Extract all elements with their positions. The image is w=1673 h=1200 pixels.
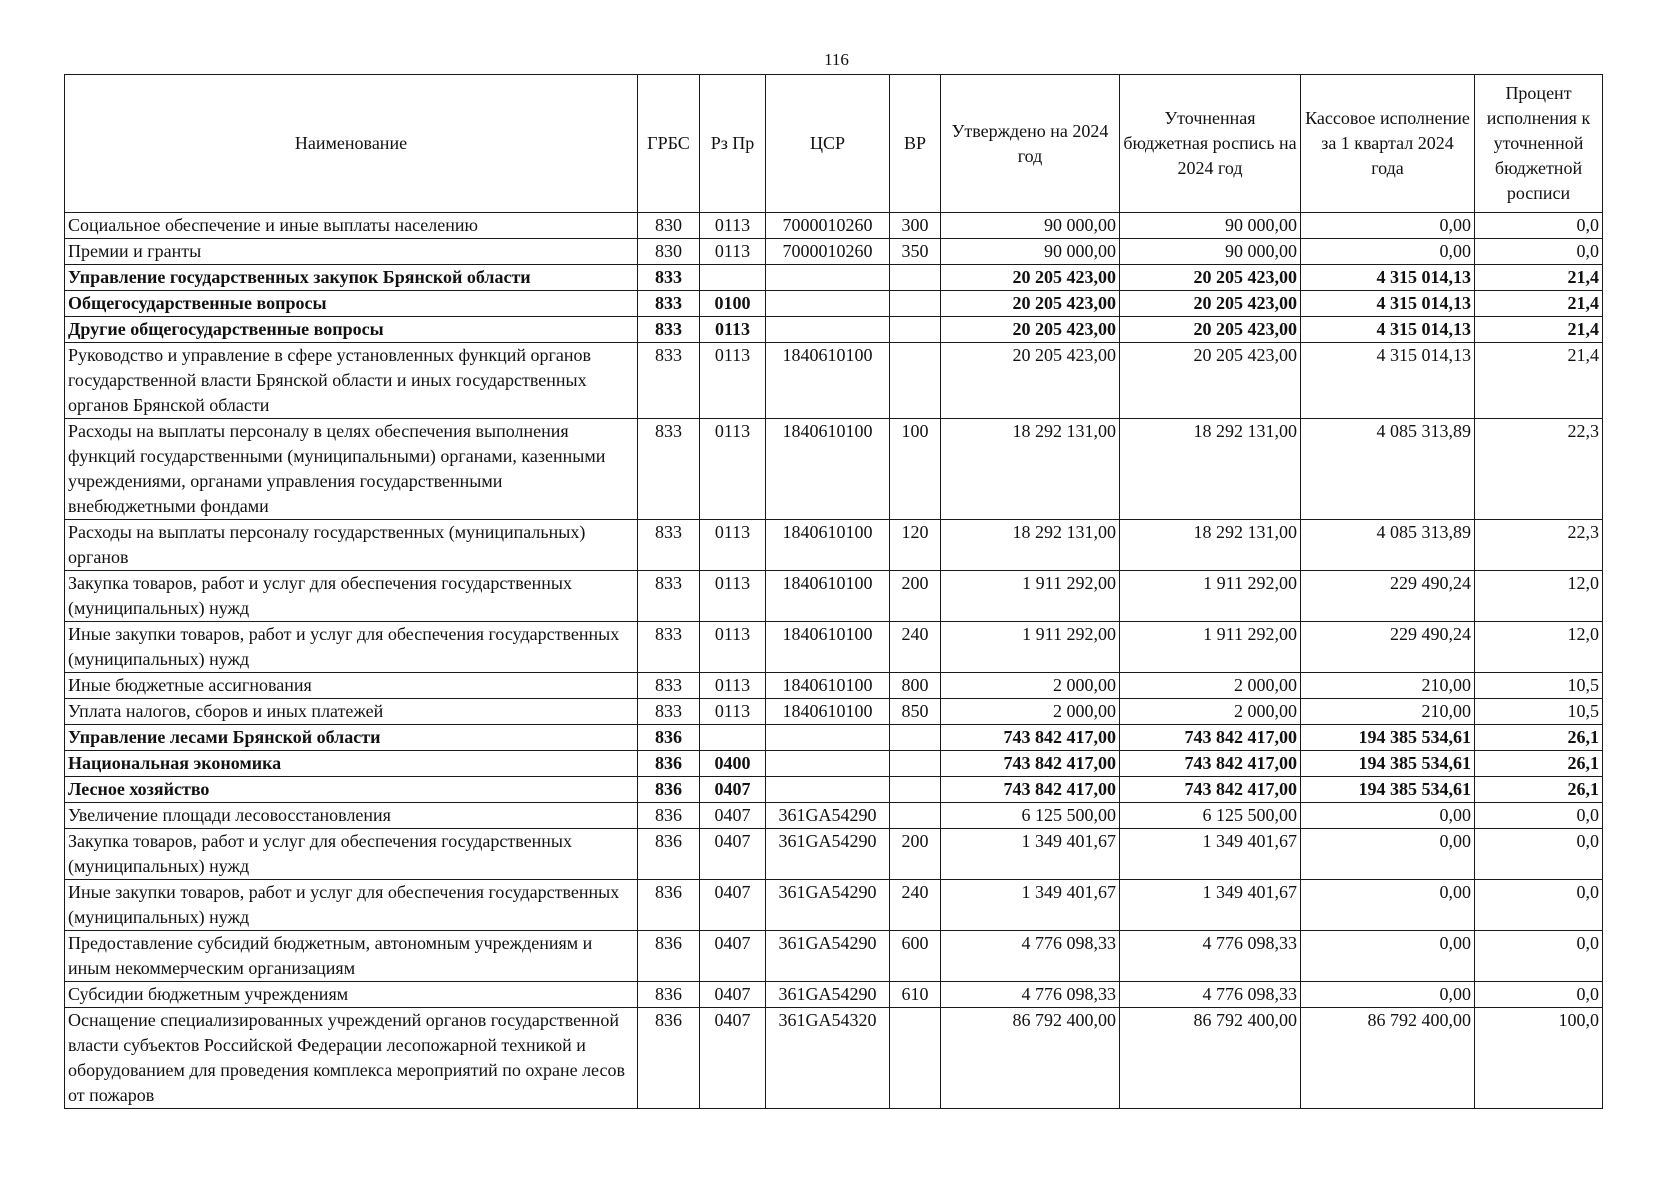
cell-rzpr: 0113	[700, 699, 766, 725]
cell-grbs: 836	[638, 931, 700, 982]
cell-grbs: 836	[638, 829, 700, 880]
cell-grbs: 833	[638, 265, 700, 291]
cell-vr: 350	[890, 239, 941, 265]
cell-vr: 200	[890, 829, 941, 880]
cell-csr	[766, 317, 890, 343]
cell-rzpr: 0113	[700, 571, 766, 622]
cell-cash: 4 315 014,13	[1301, 291, 1475, 317]
cell-rzpr: 0407	[700, 880, 766, 931]
cell-vr	[890, 291, 941, 317]
cell-name: Иные закупки товаров, работ и услуг для обеспечения государственных (муниципальных) нужд	[65, 880, 638, 931]
cell-rzpr: 0407	[700, 1008, 766, 1109]
header-approved: Утверждено на 2024 год	[941, 75, 1120, 213]
cell-percent: 0,0	[1475, 239, 1603, 265]
cell-refined: 2 000,00	[1120, 673, 1301, 699]
header-rzpr: Рз Пр	[700, 75, 766, 213]
cell-name: Субсидии бюджетным учреждениям	[65, 982, 638, 1008]
cell-name: Иные закупки товаров, работ и услуг для обеспечения государственных (муниципальных) нужд	[65, 622, 638, 673]
table-row	[65, 571, 1603, 622]
cell-rzpr	[700, 725, 766, 751]
cell-percent: 0,0	[1475, 213, 1603, 239]
cell-percent: 21,4	[1475, 291, 1603, 317]
cell-refined: 18 292 131,00	[1120, 419, 1301, 520]
table-row	[65, 673, 1603, 699]
cell-name: Оснащение специализированных учреждений органов государственной власти субъектов Российской Федерации лесопожарной техникой и оборудованием для проведения комплекса мероприятий по охране лесов от пожаров	[65, 1008, 638, 1109]
cell-percent: 10,5	[1475, 699, 1603, 725]
cell-csr: 1840610100	[766, 622, 890, 673]
cell-approved: 1 349 401,67	[941, 829, 1120, 880]
cell-grbs: 836	[638, 803, 700, 829]
cell-approved: 2 000,00	[941, 699, 1120, 725]
cell-grbs: 833	[638, 673, 700, 699]
cell-rzpr: 0113	[700, 343, 766, 419]
cell-percent: 0,0	[1475, 803, 1603, 829]
cell-grbs: 833	[638, 622, 700, 673]
cell-percent: 10,5	[1475, 673, 1603, 699]
cell-refined: 18 292 131,00	[1120, 520, 1301, 571]
table-row	[65, 982, 1603, 1008]
cell-rzpr: 0407	[700, 829, 766, 880]
cell-refined: 743 842 417,00	[1120, 777, 1301, 803]
cell-rzpr: 0407	[700, 777, 766, 803]
header-grbs: ГРБС	[638, 75, 700, 213]
cell-cash: 0,00	[1301, 803, 1475, 829]
cell-refined: 743 842 417,00	[1120, 725, 1301, 751]
table-row	[65, 931, 1603, 982]
cell-rzpr: 0407	[700, 982, 766, 1008]
cell-vr: 300	[890, 213, 941, 239]
table-row	[65, 622, 1603, 673]
cell-percent: 0,0	[1475, 982, 1603, 1008]
cell-cash: 0,00	[1301, 829, 1475, 880]
cell-vr: 800	[890, 673, 941, 699]
cell-percent: 12,0	[1475, 571, 1603, 622]
cell-cash: 194 385 534,61	[1301, 725, 1475, 751]
cell-approved: 20 205 423,00	[941, 343, 1120, 419]
cell-approved: 1 911 292,00	[941, 571, 1120, 622]
cell-percent: 26,1	[1475, 725, 1603, 751]
cell-refined: 1 911 292,00	[1120, 622, 1301, 673]
cell-csr: 1840610100	[766, 673, 890, 699]
cell-percent: 26,1	[1475, 777, 1603, 803]
header-vr: ВР	[890, 75, 941, 213]
cell-refined: 86 792 400,00	[1120, 1008, 1301, 1109]
cell-approved: 743 842 417,00	[941, 751, 1120, 777]
cell-name: Национальная экономика	[65, 751, 638, 777]
cell-cash: 0,00	[1301, 931, 1475, 982]
cell-csr: 1840610100	[766, 520, 890, 571]
cell-rzpr: 0113	[700, 239, 766, 265]
cell-rzpr: 0100	[700, 291, 766, 317]
cell-refined: 743 842 417,00	[1120, 751, 1301, 777]
table-row	[65, 239, 1603, 265]
cell-csr: 361GA54320	[766, 1008, 890, 1109]
table-body	[65, 213, 1603, 1109]
cell-name: Расходы на выплаты персоналу государственных (муниципальных) органов	[65, 520, 638, 571]
cell-percent: 0,0	[1475, 829, 1603, 880]
cell-approved: 4 776 098,33	[941, 931, 1120, 982]
table-row	[65, 520, 1603, 571]
cell-grbs: 836	[638, 777, 700, 803]
cell-rzpr: 0113	[700, 622, 766, 673]
cell-approved: 1 911 292,00	[941, 622, 1120, 673]
cell-approved: 86 792 400,00	[941, 1008, 1120, 1109]
cell-csr: 361GA54290	[766, 982, 890, 1008]
cell-percent: 21,4	[1475, 265, 1603, 291]
header-percent: Процент исполнения к уточненной бюджетной росписи	[1475, 75, 1603, 213]
cell-rzpr: 0407	[700, 931, 766, 982]
cell-approved: 20 205 423,00	[941, 317, 1120, 343]
table-row	[65, 317, 1603, 343]
cell-refined: 4 776 098,33	[1120, 982, 1301, 1008]
cell-refined: 90 000,00	[1120, 239, 1301, 265]
table-row	[65, 751, 1603, 777]
cell-cash: 229 490,24	[1301, 622, 1475, 673]
table-row	[65, 1008, 1603, 1109]
cell-vr	[890, 1008, 941, 1109]
table-row	[65, 777, 1603, 803]
cell-refined: 1 349 401,67	[1120, 880, 1301, 931]
cell-percent: 22,3	[1475, 520, 1603, 571]
cell-grbs: 833	[638, 291, 700, 317]
cell-csr	[766, 751, 890, 777]
cell-percent: 0,0	[1475, 880, 1603, 931]
cell-grbs: 836	[638, 880, 700, 931]
cell-vr: 610	[890, 982, 941, 1008]
cell-csr: 1840610100	[766, 571, 890, 622]
cell-grbs: 833	[638, 520, 700, 571]
cell-csr: 7000010260	[766, 239, 890, 265]
cell-grbs: 836	[638, 1008, 700, 1109]
cell-cash: 210,00	[1301, 673, 1475, 699]
table-row	[65, 213, 1603, 239]
cell-csr	[766, 291, 890, 317]
table-row	[65, 699, 1603, 725]
cell-percent: 100,0	[1475, 1008, 1603, 1109]
cell-csr: 361GA54290	[766, 880, 890, 931]
cell-csr: 1840610100	[766, 419, 890, 520]
cell-name: Предоставление субсидий бюджетным, автономным учреждениям и иным некоммерческим организациям	[65, 931, 638, 982]
cell-refined: 20 205 423,00	[1120, 291, 1301, 317]
cell-vr: 240	[890, 880, 941, 931]
page-number: 116	[824, 50, 849, 69]
cell-grbs: 836	[638, 725, 700, 751]
cell-percent: 22,3	[1475, 419, 1603, 520]
cell-approved: 6 125 500,00	[941, 803, 1120, 829]
cell-grbs: 833	[638, 343, 700, 419]
cell-grbs: 833	[638, 317, 700, 343]
cell-vr	[890, 751, 941, 777]
table-row	[65, 803, 1603, 829]
cell-percent: 12,0	[1475, 622, 1603, 673]
cell-approved: 18 292 131,00	[941, 520, 1120, 571]
cell-approved: 743 842 417,00	[941, 777, 1120, 803]
cell-approved: 20 205 423,00	[941, 291, 1120, 317]
header-name: Наименование	[65, 75, 638, 213]
cell-approved: 90 000,00	[941, 239, 1120, 265]
cell-cash: 4 085 313,89	[1301, 520, 1475, 571]
table-row	[65, 265, 1603, 291]
cell-approved: 1 349 401,67	[941, 880, 1120, 931]
cell-grbs: 830	[638, 239, 700, 265]
cell-grbs: 836	[638, 751, 700, 777]
cell-cash: 210,00	[1301, 699, 1475, 725]
table-row	[65, 725, 1603, 751]
cell-cash: 229 490,24	[1301, 571, 1475, 622]
header-refined: Уточненная бюджетная роспись на 2024 год	[1120, 75, 1301, 213]
header-cash: Кассовое исполнение за 1 квартал 2024 года	[1301, 75, 1475, 213]
cell-name: Общегосударственные вопросы	[65, 291, 638, 317]
cell-approved: 4 776 098,33	[941, 982, 1120, 1008]
cell-name: Премии и гранты	[65, 239, 638, 265]
header-csr: ЦСР	[766, 75, 890, 213]
table-header-row	[65, 75, 1603, 213]
cell-cash: 4 315 014,13	[1301, 265, 1475, 291]
cell-csr: 1840610100	[766, 343, 890, 419]
cell-grbs: 836	[638, 982, 700, 1008]
cell-vr	[890, 317, 941, 343]
cell-refined: 20 205 423,00	[1120, 317, 1301, 343]
cell-refined: 1 349 401,67	[1120, 829, 1301, 880]
cell-vr: 600	[890, 931, 941, 982]
cell-rzpr: 0113	[700, 520, 766, 571]
cell-rzpr: 0407	[700, 803, 766, 829]
cell-rzpr	[700, 265, 766, 291]
cell-grbs: 833	[638, 571, 700, 622]
cell-csr: 361GA54290	[766, 803, 890, 829]
table-row	[65, 419, 1603, 520]
cell-cash: 0,00	[1301, 982, 1475, 1008]
cell-cash: 0,00	[1301, 239, 1475, 265]
cell-name: Лесное хозяйство	[65, 777, 638, 803]
cell-rzpr: 0113	[700, 673, 766, 699]
cell-name: Управление государственных закупок Брянской области	[65, 265, 638, 291]
cell-name: Закупка товаров, работ и услуг для обеспечения государственных (муниципальных) нужд	[65, 571, 638, 622]
cell-approved: 90 000,00	[941, 213, 1120, 239]
cell-name: Другие общегосударственные вопросы	[65, 317, 638, 343]
cell-refined: 2 000,00	[1120, 699, 1301, 725]
cell-cash: 86 792 400,00	[1301, 1008, 1475, 1109]
table-row	[65, 291, 1603, 317]
cell-vr	[890, 343, 941, 419]
cell-rzpr: 0113	[700, 317, 766, 343]
cell-vr	[890, 803, 941, 829]
cell-csr	[766, 725, 890, 751]
table-row	[65, 829, 1603, 880]
cell-cash: 0,00	[1301, 213, 1475, 239]
budget-execution-table	[64, 74, 1603, 1109]
cell-cash: 4 315 014,13	[1301, 317, 1475, 343]
cell-grbs: 833	[638, 419, 700, 520]
cell-name: Социальное обеспечение и иные выплаты населению	[65, 213, 638, 239]
cell-name: Иные бюджетные ассигнования	[65, 673, 638, 699]
cell-cash: 4 315 014,13	[1301, 343, 1475, 419]
cell-name: Управление лесами Брянской области	[65, 725, 638, 751]
cell-approved: 2 000,00	[941, 673, 1120, 699]
cell-cash: 4 085 313,89	[1301, 419, 1475, 520]
cell-rzpr: 0113	[700, 213, 766, 239]
cell-refined: 20 205 423,00	[1120, 343, 1301, 419]
cell-refined: 6 125 500,00	[1120, 803, 1301, 829]
cell-cash: 194 385 534,61	[1301, 751, 1475, 777]
cell-vr: 100	[890, 419, 941, 520]
cell-refined: 1 911 292,00	[1120, 571, 1301, 622]
cell-refined: 90 000,00	[1120, 213, 1301, 239]
cell-vr: 120	[890, 520, 941, 571]
cell-csr: 361GA54290	[766, 931, 890, 982]
cell-vr	[890, 725, 941, 751]
table-row	[65, 343, 1603, 419]
cell-name: Руководство и управление в сфере установленных функций органов государственной власти Брянской области и иных государственных органов Брянской области	[65, 343, 638, 419]
cell-rzpr: 0400	[700, 751, 766, 777]
cell-percent: 21,4	[1475, 317, 1603, 343]
cell-vr: 200	[890, 571, 941, 622]
cell-csr	[766, 777, 890, 803]
cell-csr	[766, 265, 890, 291]
cell-vr: 850	[890, 699, 941, 725]
table-row	[65, 880, 1603, 931]
cell-csr: 361GA54290	[766, 829, 890, 880]
cell-cash: 0,00	[1301, 880, 1475, 931]
cell-refined: 20 205 423,00	[1120, 265, 1301, 291]
cell-grbs: 830	[638, 213, 700, 239]
cell-percent: 0,0	[1475, 931, 1603, 982]
cell-vr	[890, 777, 941, 803]
cell-grbs: 833	[638, 699, 700, 725]
cell-name: Увеличение площади лесовосстановления	[65, 803, 638, 829]
cell-rzpr: 0113	[700, 419, 766, 520]
cell-refined: 4 776 098,33	[1120, 931, 1301, 982]
cell-name: Закупка товаров, работ и услуг для обеспечения государственных (муниципальных) нужд	[65, 829, 638, 880]
cell-vr: 240	[890, 622, 941, 673]
cell-percent: 21,4	[1475, 343, 1603, 419]
cell-csr: 7000010260	[766, 213, 890, 239]
cell-percent: 26,1	[1475, 751, 1603, 777]
cell-approved: 743 842 417,00	[941, 725, 1120, 751]
cell-name: Уплата налогов, сборов и иных платежей	[65, 699, 638, 725]
cell-approved: 20 205 423,00	[941, 265, 1120, 291]
cell-cash: 194 385 534,61	[1301, 777, 1475, 803]
cell-vr	[890, 265, 941, 291]
cell-name: Расходы на выплаты персоналу в целях обеспечения выполнения функций государственными (муниципальными) органами, казенными учреждениями, органами управления государственными внебюджетными фондами	[65, 419, 638, 520]
cell-approved: 18 292 131,00	[941, 419, 1120, 520]
cell-csr: 1840610100	[766, 699, 890, 725]
